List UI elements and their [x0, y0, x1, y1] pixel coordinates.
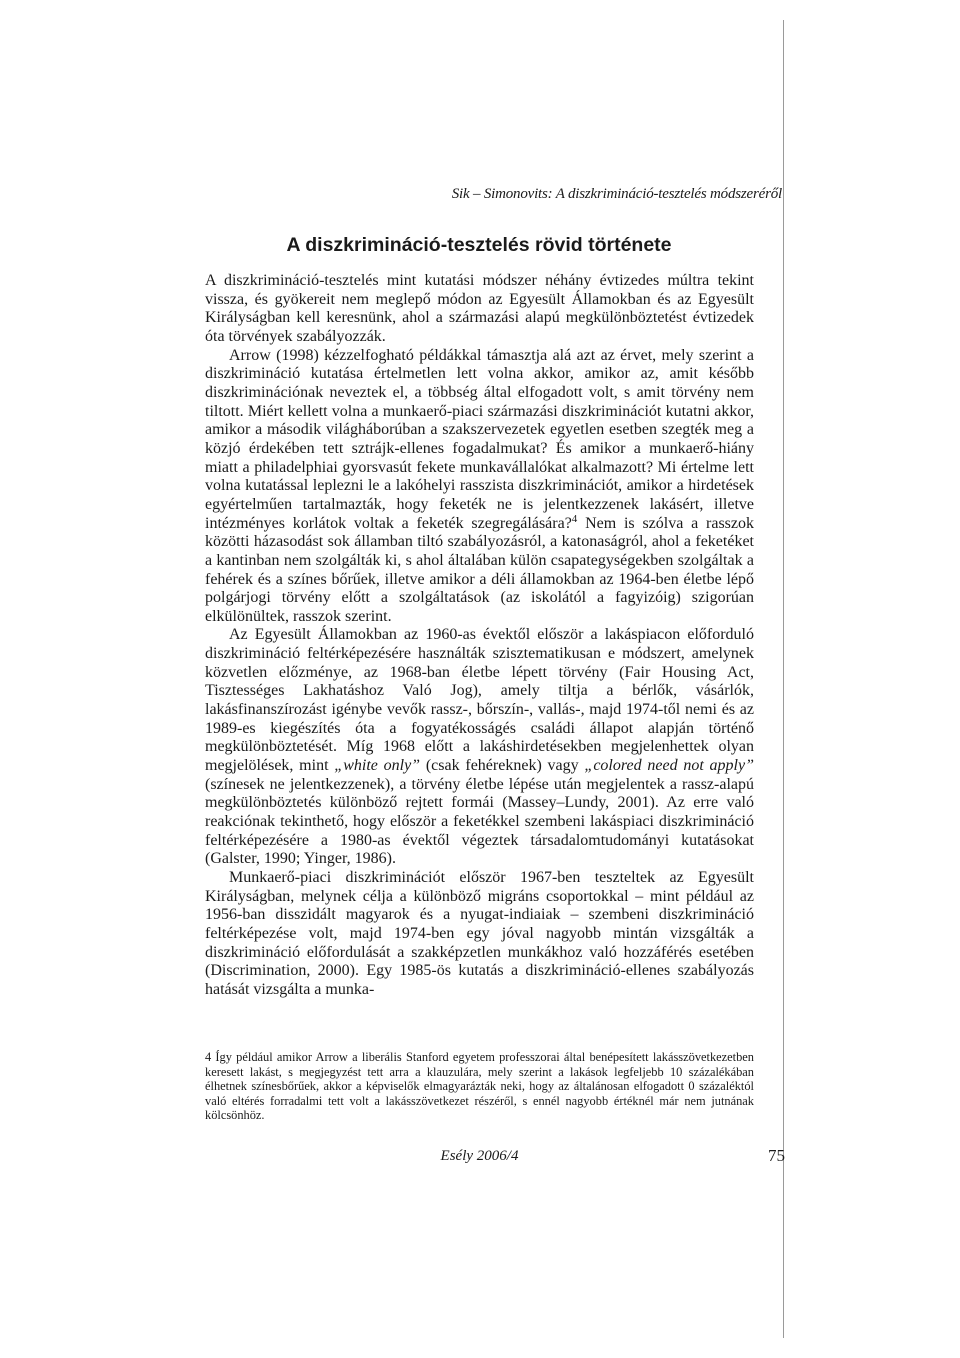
body-text — [205, 272, 754, 1000]
paragraph-3-text-a: Az Egyesült Államokban az 1960-as évektől először a lakáspiacon előforduló diszkrimináció feltérképezésére használták szisztematikusan e módszert, amelynek közvetlen előzménye, az 1968-ban életbe lépett törvény (Fair Housing Act, Tisztességes Lakhatáshoz Való Jog), amely tiltja a bérlők, vásárlók, lakásfinanszírozást igénybe vevők rassz-, bőrszín-, vallás-, majd 1974-től nemi és az 1989-es kiegészítés óta a fogyatékosságés családi állapot alapján történő megkülönböztetését. Míg 1968 előtt a lakáshirdetésekben megjelenhettek olyan megjelölések, mint — [205, 626, 754, 775]
margin-rule — [783, 20, 784, 1338]
paragraph-2-text-b: Nem is szólva a rasszok közötti házasodást sok államban tiltó szabályozásról, a katonaságról, ahol a feketéket a kantinban nem szolgálták ki, s ahol általában külön csapategységekben szolgáltak a fehérek és a színes bőrűek, illetve amikor a déli államokban az 1964-ben életbe lépő polgárjogi törvény előtt a szolgáltatások (az iskolától a fagyizóig) szigorúan elkülönültek, rasszok szerint. — [205, 514, 755, 625]
paragraph-3 — [205, 626, 754, 869]
paragraph-4-text: Munkaerő-piaci diszkriminációt először 1967-ben teszteltek az Egyesült Királyságban, melynek célja a különböző migráns csoportokkal – mint például az 1956-ban disszidált magyarok és a nyugat-indiaiak – szembeni diszkrimináció feltérképezése volt, majd 1974-ben egy jóval nagyobb mintán vizsgálták a diszkrimináció előfordulását a szakképzetlen munkákhoz való hozzáférés esetében (Discrimination, 2000). Egy 1985-ös kutatás a diszkrimináció-ellenes szabályozás hatását vizsgálta a munka- — [205, 869, 754, 998]
footnote-reference[interactable]: 4 — [571, 512, 578, 525]
paragraph-2 — [205, 347, 754, 627]
section-title: A diszkrimináció-tesztelés rövid története — [286, 234, 672, 256]
footnote-number: 4 — [205, 1050, 212, 1064]
paragraph-3-text-c: (színesek ne jelentkezzenek), a törvény életbe lépése után megjelentek a rassz-alapú megkülönböztetés különböző rejtett formái (Massey–Lundy, 2001). Az erre való reakciónak tekinthető, hogy először a feketékkel szembeni lakáspiaci diszkrimináció feltérképezésére a 1980-as évektől végeztek társadalomtudományi kutatásokat (Galster, 1990; Yinger, 1986). — [205, 775, 754, 868]
page-number: 75 — [768, 1146, 785, 1165]
footnote-text: Így például amikor Arrow a liberális Stanford egyetem professzorai által benépesített lakásszövetkezetben keresett lakást, s megjegyzést tett arra a klauzulára, mely szerint a lakások legfeljebb 10 százalékában élhetnek színesbőrűek, akkor a képviselők elmagyarázták neki, hogy az általánosan elfogadott 0 százaléktól való eltérés forradalmi tett volt a lakásszövetkezet részéről, s ennél nagyobb értéknél már nem jutnának kölcsönhöz. — [205, 1050, 754, 1123]
footnote — [205, 1050, 754, 1123]
quote-white-only: „white only” — [334, 757, 421, 775]
paragraph-3-text-b: (csak fehéreknek) vagy — [420, 757, 585, 775]
journal-issue: Esély 2006/4 — [440, 1148, 519, 1164]
paragraph-2-text-a: Arrow (1998) kézzelfogható példákkal támasztja alá azt az érvet, mely szerint a diszkrimináció kutatása értelmetlen lett volna akkor, amikor az, amit később diszkriminációnak neveztek el, a többség által elfogadott volt, s amit törvény nem tiltott. Miért kellett volna a munkaerő-piaci származási diszkriminációt kutatni akkor, amikor a második világháborúban a szakszervezetek egyetlen esetben szegték meg a közjó érdekében tett sztrájk-ellenes fogadalmukat? És amikor a munkaerő-hiány miatt a philadelphiai gyorsvasút fekete munkavállalókat alkalmazott? Mi értelme lett volna kutatással leplezni le a lakóhelyi rasszista diszkriminációt, amikor a hirdetések egyértelműen tartalmazták, hogy feketék ne is jelentkezzenek lakásért, illetve intézményes korlátok voltak a feketék szegregálására? — [205, 346, 754, 532]
quote-colored-need-not-apply: „colored need not apply” — [584, 757, 755, 775]
running-head: Sik – Simonovits: A diszkrimináció-tesztelés módszeréről — [451, 186, 782, 202]
paragraph-1 — [205, 272, 754, 347]
page-footer — [205, 1148, 785, 1170]
paragraph-1-text: A diszkrimináció-tesztelés mint kutatási módszer néhány évtizedes múltra tekint vissza, és gyökereit nem meglepő módon az Egyesült Államokban és az Egyesült Királyságban kell keresnünk, ahol a származási alapú megkülönböztetést évtizedek óta törvények szabályozzák. — [205, 272, 754, 345]
paragraph-4 — [205, 869, 754, 1000]
